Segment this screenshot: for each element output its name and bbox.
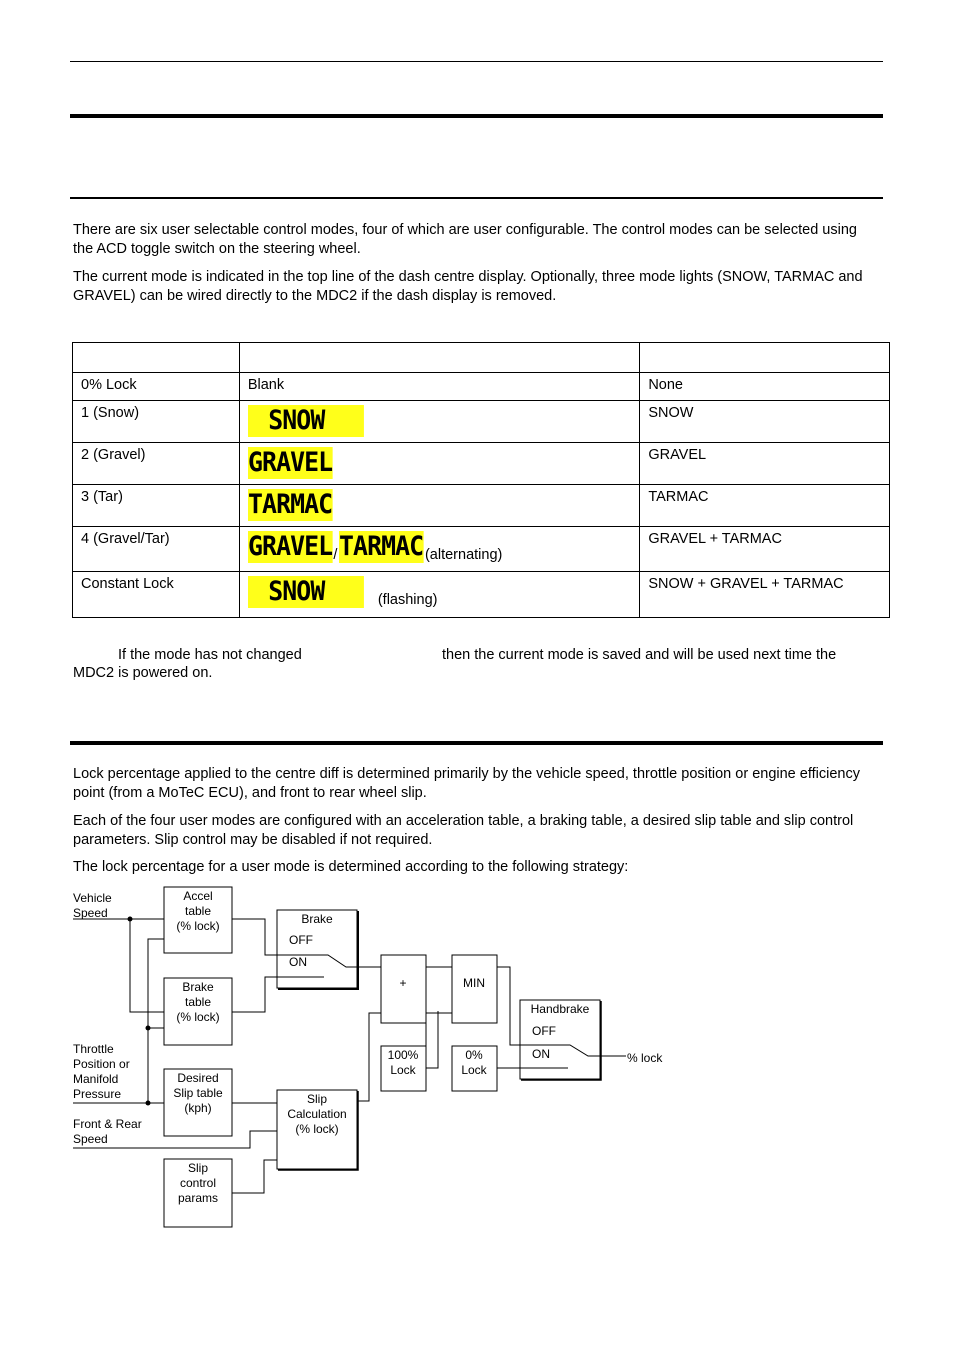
throttle-label-4: Pressure	[73, 1087, 122, 1101]
table-header-row	[73, 343, 890, 373]
chapter-rule	[70, 114, 883, 118]
lock0-label-2: Lock	[461, 1063, 487, 1077]
lock-paragraph-1: Lock percentage applied to the centre diff is determined primarily by the vehicle speed, throttle position or engine efficiency point (from a MoTeC ECU), and front to rear wheel slip.	[73, 766, 860, 801]
min-label: MIN	[463, 976, 485, 990]
lock100-label-1: 100%	[387, 1048, 419, 1062]
output-label: % lock	[627, 1051, 663, 1065]
table-row	[73, 401, 890, 443]
save-note-part1: If the mode has not changed	[118, 647, 302, 663]
slip-params-label-3: params	[177, 1191, 219, 1205]
intro-paragraph-2: The current mode is indicated in the top line of the dash centre display. Optionally, three mode lights (SNOW, TARMAC and GRAVEL) can be wired directly to the MDC2 if the dash display is removed.	[73, 269, 863, 304]
lcd-display-snow: SNOW	[248, 405, 364, 437]
mode-cell: 2 (Gravel)	[73, 443, 240, 485]
brake-table-box	[164, 978, 232, 1045]
lcd-display-gravel: GRAVEL	[247, 531, 333, 562]
brake-switch-title: Brake	[301, 912, 333, 926]
front-rear-label-1: Front & Rear	[73, 1117, 142, 1131]
lcd-display-snow: SNOW	[248, 576, 364, 608]
desired-slip-label-1: Desired	[177, 1071, 219, 1085]
desired-slip-label-2: Slip table	[173, 1086, 223, 1100]
accel-label-3: (% lock)	[176, 919, 220, 933]
section-rule-lock	[70, 741, 883, 745]
table-row	[73, 527, 890, 572]
mode-cell: Constant Lock	[73, 572, 240, 618]
intro-paragraph-1: There are six user selectable control modes, four of which are user configurable. The control modes can be selected using the ACD toggle switch on the steering wheel.	[73, 222, 857, 257]
slip-params-label-2: control	[179, 1176, 217, 1190]
accel-label-2: table	[184, 904, 212, 918]
brake-on-label: ON	[289, 955, 307, 969]
throttle-label-2: Position or	[73, 1057, 130, 1071]
slip-calc-label-2: Calculation	[287, 1107, 347, 1121]
min-box	[452, 955, 497, 1023]
mode-cell: 1 (Snow)	[73, 401, 240, 443]
display-cell	[239, 401, 639, 443]
mode-cell: 3 (Tar)	[73, 485, 240, 527]
brake-table-label-3: (% lock)	[176, 1010, 220, 1024]
handbrake-off-label: OFF	[532, 1024, 556, 1038]
slip-calc-box	[277, 1090, 357, 1169]
lights-cell: TARMAC	[640, 485, 890, 527]
lock100-box	[381, 1046, 426, 1091]
table-row	[73, 485, 890, 527]
front-rear-label-2: Speed	[73, 1132, 108, 1146]
header-rule	[70, 61, 883, 62]
mode-table	[72, 342, 890, 618]
display-cell	[239, 572, 639, 618]
desired-slip-box	[164, 1069, 232, 1136]
display-cell: Blank	[239, 373, 639, 401]
display-note: (alternating)	[424, 547, 503, 563]
lcd-display-tarmac: TARMAC	[247, 489, 333, 520]
plus-box	[381, 955, 426, 1023]
throttle-label-3: Manifold	[73, 1072, 119, 1086]
save-note-part2: then the current mode is saved and will be used next time the	[442, 647, 837, 663]
lights-cell: GRAVEL	[640, 443, 890, 485]
lcd-separator: /	[333, 547, 338, 563]
lcd-display-gravel: GRAVEL	[247, 447, 333, 478]
slip-params-label-1: Slip	[187, 1161, 209, 1175]
desired-slip-label-3: (kph)	[184, 1101, 212, 1115]
handbrake-title: Handbrake	[530, 1002, 590, 1016]
lights-cell: GRAVEL + TARMAC	[640, 527, 890, 572]
display-note: (flashing)	[377, 592, 438, 608]
table-row	[73, 373, 890, 401]
brake-switch-box	[277, 910, 357, 988]
mode-cell: 4 (Gravel/Tar)	[73, 527, 240, 572]
lights-cell: SNOW + GRAVEL + TARMAC	[640, 572, 890, 618]
display-cell	[239, 443, 639, 485]
slip-calc-label-1: Slip	[306, 1092, 328, 1106]
lights-cell: SNOW	[640, 401, 890, 443]
table-row	[73, 572, 890, 618]
handbrake-switch-box	[520, 1000, 600, 1079]
brake-off-label: OFF	[289, 933, 313, 947]
slip-params-box	[164, 1159, 232, 1227]
handbrake-on-label: ON	[532, 1047, 550, 1061]
lcd-display-tarmac: TARMAC	[339, 531, 424, 562]
accel-label-1: Accel	[183, 889, 213, 903]
section-rule-control-modes	[70, 197, 883, 199]
slip-calc-label-3: (% lock)	[295, 1122, 339, 1136]
vehicle-speed-label-2: Speed	[73, 906, 108, 920]
lights-cell: None	[640, 373, 890, 401]
lock-paragraph-3: The lock percentage for a user mode is determined according to the following strategy:	[73, 859, 629, 875]
plus-label: +	[399, 976, 407, 990]
save-note-part3: MDC2 is powered on.	[73, 665, 213, 681]
brake-table-label-2: table	[184, 995, 212, 1009]
lock0-box	[452, 1046, 497, 1091]
display-cell	[239, 527, 639, 572]
vehicle-speed-label-1: Vehicle	[73, 891, 112, 905]
table-row	[73, 443, 890, 485]
mode-cell: 0% Lock	[73, 373, 240, 401]
display-cell	[239, 485, 639, 527]
lock100-label-2: Lock	[390, 1063, 416, 1077]
accel-table-box	[164, 887, 232, 953]
throttle-label-1: Throttle	[73, 1042, 114, 1056]
lock-paragraph-2: Each of the four user modes are configured with an acceleration table, a braking table, a desired slip table and slip control parameters. Slip control may be disabled if not required.	[73, 813, 854, 848]
lock0-label-1: 0%	[465, 1048, 483, 1062]
brake-table-label-1: Brake	[182, 980, 214, 994]
